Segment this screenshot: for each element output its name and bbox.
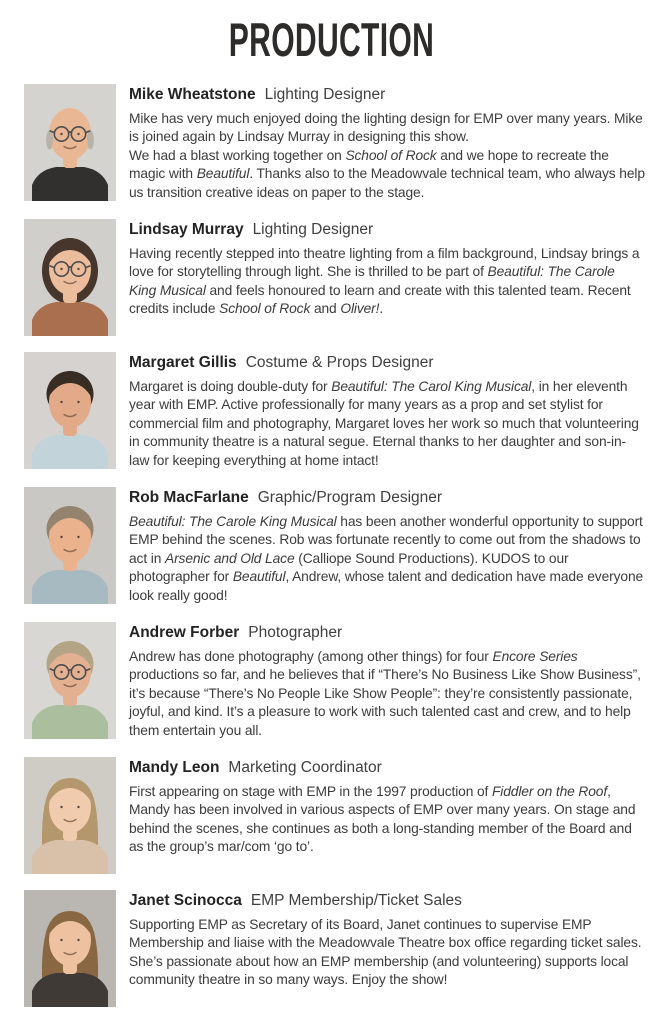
person-bio	[129, 245, 645, 319]
headshot-photo	[24, 219, 116, 336]
headshot-photo	[24, 622, 116, 739]
person-photo	[24, 219, 116, 336]
bio-segment: Fiddler on the Roof	[492, 783, 608, 799]
person-header	[129, 623, 645, 643]
person-header	[129, 891, 645, 911]
bio-segment: Beautiful	[232, 569, 286, 585]
bio-segment: Having recently stepped into theatre lighting from a film background, Lindsay brings a love for storytelling through light. She is thrilled to be part of	[129, 245, 640, 280]
bio-segment: Arsenic and Old Lace	[164, 550, 295, 566]
person-role: Marketing Coordinator	[228, 758, 382, 776]
bio-segment: and we hope to recreate the magic with	[129, 147, 609, 182]
person-card	[24, 352, 645, 471]
bio-segment: Mike has very much enjoyed doing the lighting design for EMP over many years. Mike is joined again by Lindsay Murray in designing this show.	[129, 110, 643, 145]
person-content	[129, 622, 645, 741]
person-bio	[129, 110, 645, 203]
bio-segment: , in her eleventh year with EMP. Active professionally for many years as a prop and set stylist for commercial film and photography, Margaret loves her work so much that volunteering in community theatre is a natural segue. Eternal thanks to her daughter and son-in-law for keeping everything at home intact!	[129, 378, 639, 468]
person-role: Lighting Designer	[252, 220, 374, 238]
page-title-text: PRODUCTION	[228, 13, 435, 66]
person-content	[129, 84, 645, 203]
person-photo	[24, 487, 116, 604]
headshot-photo	[24, 487, 116, 604]
person-header	[129, 353, 645, 373]
person-card	[24, 84, 645, 203]
bio-segment: Beautiful: The Carol King Musical	[331, 378, 532, 394]
person-header	[129, 758, 645, 778]
bio-segment: and	[310, 301, 341, 317]
person-bio	[129, 378, 645, 471]
person-card	[24, 487, 645, 606]
person-card	[24, 622, 645, 741]
bio-segment: has been another wonderful opportunity to support EMP behind the scenes. Rob was fortunate recently to come out from the shadows to act in	[129, 513, 643, 566]
person-role: Lighting Designer	[264, 85, 386, 103]
bio-segment: Beautiful: The Carole King Musical	[129, 264, 615, 298]
bio-segment: .	[379, 301, 384, 317]
person-name: Andrew Forber	[129, 623, 240, 641]
bio-segment: Encore Series	[492, 648, 578, 664]
person-role: Graphic/Program Designer	[257, 488, 443, 506]
bio-segment: We had a blast working together on	[129, 147, 346, 163]
bio-segment: Margaret is doing double-duty for	[129, 378, 332, 394]
bio-segment: First appearing on stage with EMP in the 1997 production of	[129, 783, 492, 799]
bio-segment: , Mandy has been involved in various aspects of EMP over many years. On stage and behind the scenes, she continues as both a long-standing member of the Board and as the group’s mar/com ‘go to’.	[129, 783, 636, 855]
person-content	[129, 352, 645, 471]
program-page	[0, 14, 663, 1024]
person-content	[129, 487, 645, 606]
person-content	[129, 219, 645, 319]
person-role: Photographer	[248, 623, 343, 641]
bio-segment: and feels honoured to learn and create with this talented team. Recent credits include	[129, 282, 631, 317]
person-card	[24, 757, 645, 874]
bio-segment: Beautiful: The Carole King Musical	[129, 513, 337, 529]
bio-segment: Supporting EMP as Secretary of its Board, Janet continues to supervise EMP Membership and liaise with the Meadowvale Theatre box office regarding ticket sales. She’s passionate about how an EMP membership (and volunteering) supports local community theatre in so many ways. Enjoy the show!	[129, 916, 642, 988]
person-bio	[129, 513, 645, 606]
bio-segment: . Thanks also to the Meadowvale technical team, who always help us transition creative ideas on paper to the stage.	[129, 166, 645, 200]
person-card	[24, 890, 645, 1007]
person-content	[129, 757, 645, 857]
person-bio	[129, 648, 645, 741]
person-photo	[24, 352, 116, 469]
person-role: EMP Membership/Ticket Sales	[250, 891, 462, 909]
headshot-photo	[24, 352, 116, 469]
person-photo	[24, 84, 116, 201]
bio-segment: , Andrew, whose talent and dedication have made everyone look really good!	[129, 569, 644, 603]
person-header	[129, 85, 645, 105]
person-photo	[24, 622, 116, 739]
person-header	[129, 220, 645, 240]
person-photo	[24, 890, 116, 1007]
bio-segment: Oliver!	[340, 301, 380, 317]
person-header	[129, 488, 645, 508]
person-photo	[24, 757, 116, 874]
bio-segment: School of Rock	[219, 301, 311, 317]
person-bio	[129, 916, 645, 990]
bio-segment: Beautiful	[196, 166, 250, 182]
person-name: Lindsay Murray	[129, 220, 244, 238]
production-list	[24, 84, 645, 1007]
person-name: Mandy Leon	[129, 758, 220, 776]
person-card	[24, 219, 645, 336]
person-name: Mike Wheatstone	[129, 85, 256, 103]
person-bio	[129, 783, 645, 857]
person-content	[129, 890, 645, 990]
headshot-photo	[24, 757, 116, 874]
person-name: Margaret Gillis	[129, 353, 237, 371]
headshot-photo	[24, 890, 116, 1007]
bio-segment: School of Rock	[345, 147, 437, 163]
bio-segment: productions so far, and he believes that if “There’s No Business Like Show Business”, it’s because “There’s No People Like Show People”: they’re consistently passionate, joyful, and kind. It’s a pleasure to work with such talented cast and crew, and to help them entertain you all.	[129, 667, 641, 738]
person-role: Costume & Props Designer	[245, 353, 434, 371]
bio-segment: Andrew has done photography (among other things) for four	[129, 648, 493, 664]
person-name: Rob MacFarlane	[129, 488, 249, 506]
bio-segment: (Calliope Sound Productions). KUDOS to our photographer for	[129, 550, 569, 585]
headshot-photo	[24, 84, 116, 201]
person-name: Janet Scinocca	[129, 891, 242, 909]
page-title	[0, 14, 663, 67]
